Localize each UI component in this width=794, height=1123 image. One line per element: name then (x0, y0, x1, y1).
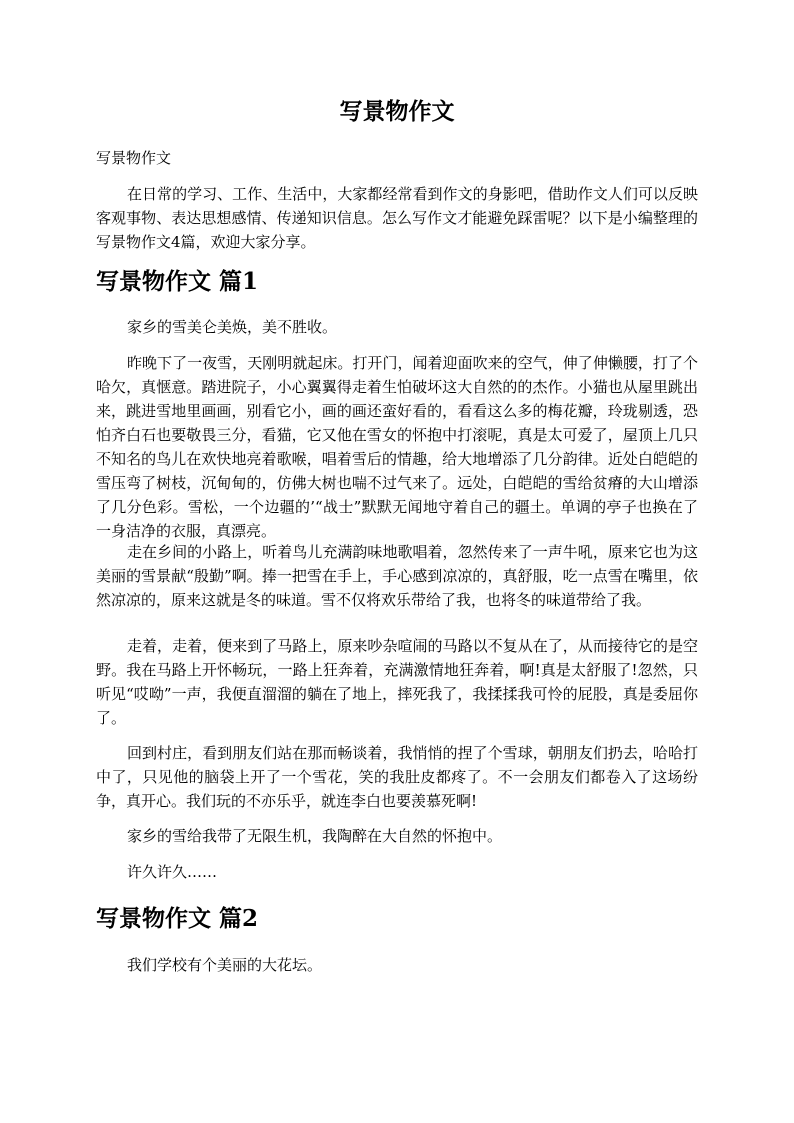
section-1-paragraph-3: 走在乡间的小路上，听着鸟儿充满韵味地歌唱着，忽然传来了一声牛吼，原来它也为这美丽的雪景献“殷勤”啊。捧一把雪在手上，手心感到凉凉的，真舒服，吃一点雪在嘴里，依然凉凉的，原来这就是冬的味道。雪不仅将欢乐带给了我，也将冬的味道带给了我。 (96, 543, 698, 609)
section-heading-2: 写景物作文 篇2 (96, 905, 259, 932)
intro-paragraph: 在日常的学习、工作、生活中，大家都经常看到作文的身影吧，借助作文人们可以反映客观事物、表达思想感情、传递知识信息。怎么写作文才能避免踩雷呢？以下是小编整理的写景物作文4篇，欢迎大家分享。 (96, 185, 698, 251)
section-1-paragraph-7: 许久许久…… (127, 863, 218, 881)
document-subtitle: 写景物作文 (96, 149, 172, 167)
section-1-paragraph-5: 回到村庄，看到朋友们站在那而畅谈着，我悄悄的捏了个雪球，朝朋友们扔去，哈哈打中了，只见他的脑袋上开了一个雪花，笑的我肚皮都疼了。不一会朋友们都卷入了这场纷争，真开心。我们玩的不亦乐乎，就连李白也要羡慕死啊! (96, 744, 698, 810)
section-1-paragraph-1: 家乡的雪美仑美焕，美不胜收。 (127, 318, 338, 336)
section-heading-1: 写景物作文 篇1 (96, 268, 259, 295)
section-1-paragraph-2: 昨晚下了一夜雪，天刚明就起床。打开门，闻着迎面吹来的空气，伸了伸懒腰，打了个哈欠，真惬意。踏进院子，小心翼翼得走着生怕破坏这大自然的的杰作。小猫也从屋里跳出来，跳进雪地里画画，别看它小，画的画还蛮好看的，看看这么多的梅花瓣，玲珑剔透，恐怕齐白石也要敬畏三分，看猫，它又他在雪女的怀抱中打滚呢，真是太可爱了，屋顶上几只不知名的鸟儿在欢快地亮着歌喉，唱着雪后的情趣，给大地增添了几分韵律。近处白皑皑的雪压弯了树枝，沉甸甸的，仿佛大树也喘不过气来了。远处，白皑皑的雪给贫瘠的大山增添了几分色彩。雪松，一个边疆的’“战士”默默无闻地守着自己的疆土。单调的亭子也换在了一身洁净的衣服，真漂亮。 (96, 354, 698, 540)
section-1-paragraph-6: 家乡的雪给我带了无限生机，我陶醉在大自然的怀抱中。 (127, 827, 503, 845)
section-1-paragraph-4: 走着，走着，便来到了马路上，原来吵杂喧闹的马路以不复从在了，从而接待它的是空野。我在马路上开怀畅玩，一路上狂奔着，充满激情地狂奔着，啊!真是太舒服了!忽然，只听见“哎呦”一声，我便直溜溜的躺在了地上，摔死我了，我揉揉我可怜的屁股，真是委屈你了。 (96, 637, 698, 727)
document-title: 写景物作文 (339, 98, 455, 125)
section-2-paragraph-1: 我们学校有个美丽的大花坛。 (127, 956, 323, 974)
